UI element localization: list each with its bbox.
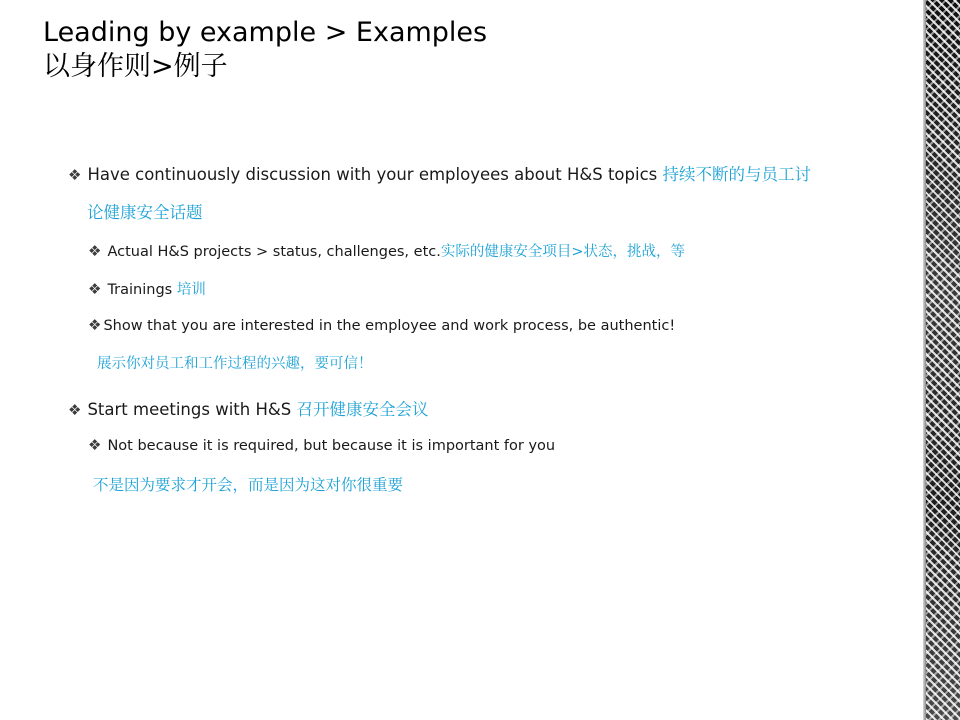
diamond-bullet-icon: ❖ [88, 316, 102, 334]
title-english: Leading by example > Examples [43, 17, 488, 48]
bullet-text-en: Show that you are interested in the employee and work process, be authentic! [103, 318, 676, 334]
bullet-projects [88, 240, 685, 261]
diamond-bullet-icon: ❖ [68, 166, 82, 184]
bullet-show-interest [88, 316, 675, 334]
bullet-text-cn: 培训 [176, 282, 206, 298]
bullet-show-interest-cn: 展示你对员工和工作过程的兴趣，要可信！ [97, 356, 373, 372]
bullet-text-cn: 持续不断的与员工讨 [662, 165, 811, 184]
bullet-text-en: Not because it is required, but because it is important for you [107, 438, 556, 454]
diamond-bullet-icon: ❖ [68, 401, 82, 419]
bullet-start-meetings [68, 396, 428, 420]
slide-title [43, 14, 903, 86]
bullet-text-en: Start meetings with H&S [87, 400, 297, 419]
diamond-bullet-icon: ❖ [88, 436, 102, 454]
bullet-text-en: Have continuously discussion with your employees about H&S topics [87, 165, 663, 184]
bullet-discussion [68, 161, 811, 185]
diamond-bullet-icon: ❖ [88, 242, 102, 260]
bullet-trainings [88, 278, 206, 299]
bullet-text-en: Trainings [107, 282, 177, 298]
bullet-not-required-cn: 不是因为要求才开会，而是因为这对你很重要 [93, 476, 404, 494]
bullet-text-cn: 实际的健康安全项目>状态，挑战，等 [440, 244, 685, 260]
bullet-text-en: Actual H&S projects > status, challenges, etc. [107, 244, 441, 260]
bullet-text-cn: 召开健康安全会议 [296, 400, 429, 419]
title-chinese: 以身作则>例子 [43, 51, 228, 82]
bullet-not-required [88, 436, 555, 454]
diamond-bullet-icon: ❖ [88, 280, 102, 298]
bullet-discussion-continued: 论健康安全话题 [87, 203, 203, 222]
decorative-side-strip [926, 0, 960, 720]
